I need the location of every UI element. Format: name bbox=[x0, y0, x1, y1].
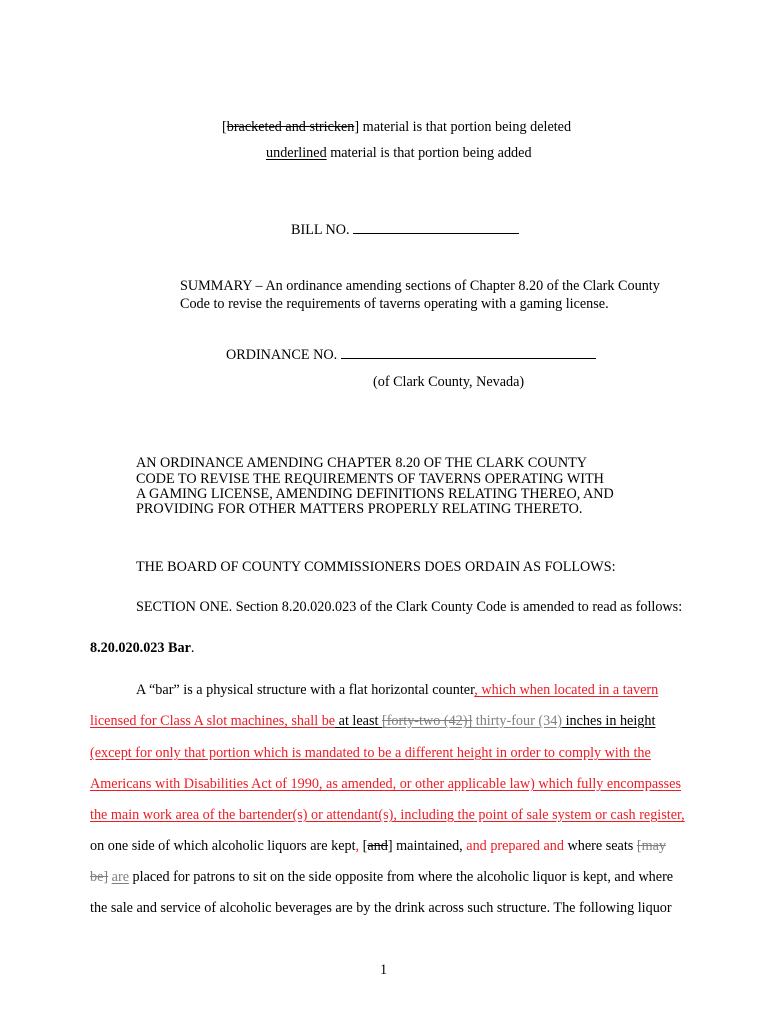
ordinance-number-blank[interactable] bbox=[341, 347, 596, 359]
summary-line-1: SUMMARY – An ordinance amending sections of Chapter 8.20 of the Clark County bbox=[180, 278, 660, 294]
added-text: Americans with Disabilities Act of 1990, as amended, or other applicable law) which fully encompasses bbox=[90, 776, 681, 792]
bill-number-label: BILL NO. bbox=[291, 222, 354, 238]
ordinance-number-line bbox=[226, 347, 596, 363]
deleted-text: [may bbox=[636, 838, 667, 854]
added-text: thirty-four (34) bbox=[472, 713, 563, 729]
ordinance-jurisdiction: (of Clark County, Nevada) bbox=[373, 374, 525, 390]
body-text: [ bbox=[359, 838, 368, 854]
body-line-1 bbox=[136, 682, 658, 698]
legend-deleted-description: material is that portion being deleted bbox=[359, 119, 572, 135]
body-text: ] maintained, bbox=[387, 838, 467, 854]
body-text: on one side of which alcoholic liquors are kept bbox=[90, 838, 356, 854]
body-line-7 bbox=[90, 869, 673, 885]
body-line-4 bbox=[90, 776, 681, 792]
bill-number-blank[interactable] bbox=[353, 222, 519, 234]
legend-added-description: material is that portion being added bbox=[326, 145, 532, 161]
body-text: the sale and service of alcoholic beverages are by the drink across such structure. The following liquor bbox=[90, 900, 672, 916]
section-one-text: SECTION ONE. Section 8.20.020.023 of the Clark County Code is amended to read as follows: bbox=[136, 599, 683, 615]
bill-number-line bbox=[291, 222, 519, 238]
page-number: 1 bbox=[380, 962, 388, 978]
body-text: placed for patrons to sit on the side opposite from where the alcoholic liquor is kept, and where bbox=[129, 869, 674, 885]
added-text: are bbox=[111, 869, 129, 885]
legend-added-line bbox=[266, 145, 532, 161]
deleted-text: [forty-two (42)] bbox=[381, 713, 473, 729]
body-line-5 bbox=[90, 807, 685, 823]
legend-bracket-close: ] bbox=[354, 119, 360, 135]
body-text: where seats bbox=[563, 838, 637, 854]
added-text: and prepared and bbox=[466, 838, 564, 854]
caption-line-3: A GAMING LICENSE, AMENDING DEFINITIONS RELATING THEREO, AND bbox=[136, 486, 614, 502]
added-text: at least bbox=[335, 713, 382, 729]
added-text: the main work area of the bartender(s) or attendant(s), including the point of sale system or cash register, bbox=[90, 807, 685, 823]
added-text: inches in height bbox=[562, 713, 656, 729]
body-line-2 bbox=[90, 713, 655, 729]
body-line-3 bbox=[90, 745, 651, 761]
legend-bracket-open: [ bbox=[222, 119, 227, 135]
added-text: , bbox=[355, 838, 360, 854]
caption-line-4: PROVIDING FOR OTHER MATTERS PROPERLY RELATING THERETO. bbox=[136, 501, 583, 517]
section-heading bbox=[90, 640, 194, 656]
caption-line-2: CODE TO REVISE THE REQUIREMENTS OF TAVERNS OPERATING WITH bbox=[136, 471, 604, 487]
legend-added-example: underlined bbox=[266, 145, 327, 161]
deleted-text: and bbox=[367, 838, 388, 854]
body-line-8 bbox=[90, 900, 672, 916]
added-text: (except for only that portion which is mandated to be a different height in order to comply with the bbox=[90, 745, 651, 761]
body-text: A “bar” is a physical structure with a flat horizontal counter bbox=[136, 682, 475, 698]
deleted-text: be] bbox=[90, 869, 109, 885]
enacting-clause: THE BOARD OF COUNTY COMMISSIONERS DOES ORDAIN AS FOLLOWS: bbox=[136, 559, 616, 575]
added-text: , which when located in a tavern bbox=[474, 682, 659, 698]
body-line-6 bbox=[90, 838, 666, 854]
ordinance-number-label: ORDINANCE NO. bbox=[226, 347, 341, 363]
summary-line-2: Code to revise the requirements of taverns operating with a gaming license. bbox=[180, 296, 609, 312]
added-text: licensed for Class A slot machines, shall be bbox=[90, 713, 336, 729]
legend-deleted-example: bracketed and stricken bbox=[226, 119, 355, 135]
section-heading-number: 8.20.020.023 Bar bbox=[90, 640, 191, 656]
legend-deleted-line bbox=[222, 119, 571, 135]
caption-line-1: AN ORDINANCE AMENDING CHAPTER 8.20 OF THE CLARK COUNTY bbox=[136, 455, 587, 471]
section-heading-period: . bbox=[190, 640, 195, 656]
